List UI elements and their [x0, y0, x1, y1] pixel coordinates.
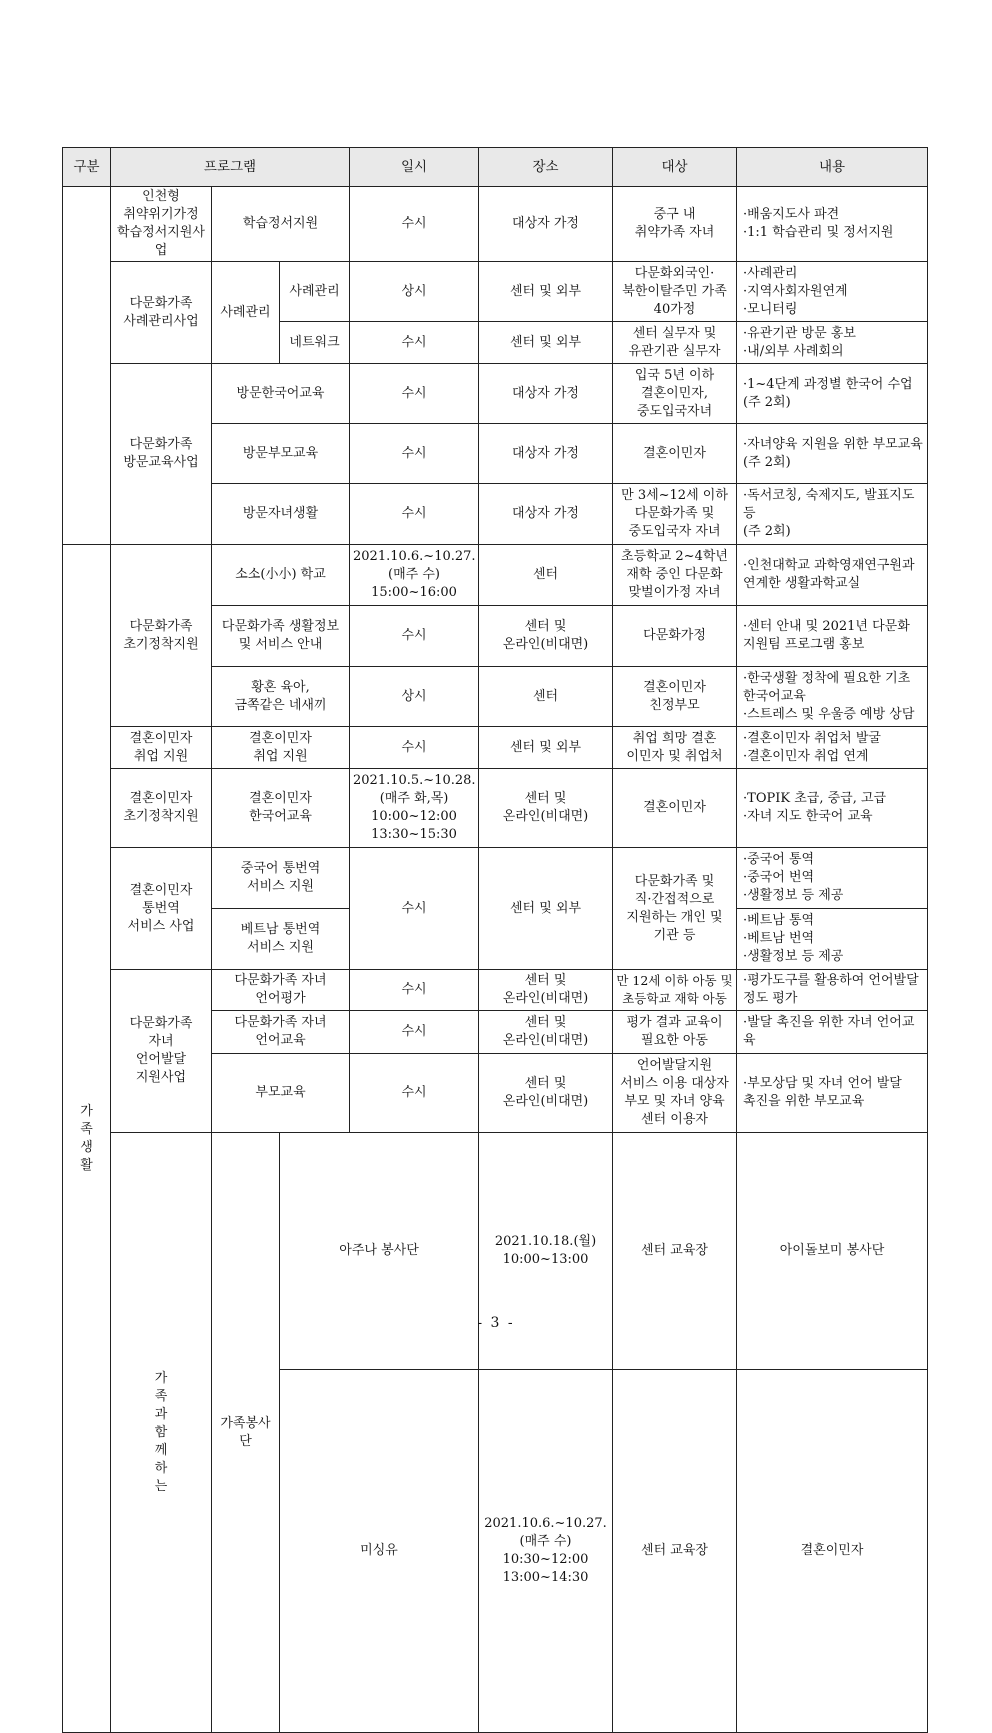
schedule-cell: 상시	[350, 262, 479, 322]
content-cell: ·1~4단계 과정별 한국어 수업 (주 2회)	[737, 364, 928, 424]
place-cell: 센터 교육장	[613, 1370, 737, 1733]
target-cell: 결혼이민자 친정부모	[613, 667, 737, 727]
schedule-cell: 수시	[350, 322, 479, 364]
table-row	[63, 1133, 928, 1370]
program-cell: 결혼이민자 취업 지원	[111, 727, 212, 769]
content-cell: ·인천대학교 과학영재연구원과 연계한 생활과학교실	[737, 545, 928, 606]
place-cell: 대상자 가정	[479, 187, 613, 262]
header-target: 대상	[613, 148, 737, 187]
schedule-cell: 수시	[350, 424, 479, 484]
table-row	[63, 848, 928, 909]
schedule-cell: 수시	[350, 187, 479, 262]
subprogram-cell: 소소(小小) 학교	[212, 545, 350, 606]
subprogram-cell: 다문화가족 생활정보 및 서비스 안내	[212, 606, 350, 667]
target-cell: 센터 실무자 및 유관기관 실무자	[613, 322, 737, 364]
content-cell: ·독서코칭, 숙제지도, 발표지도 등 (주 2회)	[737, 484, 928, 545]
header-program: 프로그램	[111, 148, 350, 187]
program-cell: 다문화가족 사례관리사업	[111, 262, 212, 364]
schedule-cell: 수시	[350, 727, 479, 769]
content-cell: ·한국생활 정착에 필요한 기초 한국어교육 ·스트레스 및 우울증 예방 상담	[737, 667, 928, 727]
header-place: 장소	[479, 148, 613, 187]
table-row	[63, 187, 928, 262]
subprogram-cell: 사례관리	[212, 262, 280, 364]
target-cell: 결혼이민자	[613, 769, 737, 848]
schedule-cell: 2021.10.6.~10.27. (매주 수) 10:30~12:00 13:00~14:30	[479, 1370, 613, 1733]
subprogram-detail-cell: 사례관리	[280, 262, 350, 322]
program-cell: 다문화가족 자녀 언어발달 지원사업	[111, 970, 212, 1133]
content-cell: ·평가도구를 활용하여 언어발달 정도 평가	[737, 970, 928, 1011]
place-cell: 센터 및 온라인(비대면)	[479, 606, 613, 667]
target-cell: 중구 내 취약가족 자녀	[613, 187, 737, 262]
subprogram-cell: 방문자녀생활	[212, 484, 350, 545]
header-schedule: 일시	[350, 148, 479, 187]
target-cell: 입국 5년 이하 결혼이민자, 중도입국자녀	[613, 364, 737, 424]
place-cell: 센터 및 외부	[479, 322, 613, 364]
content-cell: ·TOPIK 초급, 중급, 고급 ·자녀 지도 한국어 교육	[737, 769, 928, 848]
target-cell: 초등학교 2~4학년 재학 중인 다문화 맞벌이가정 자녀	[613, 545, 737, 606]
place-cell: 센터 및 외부	[479, 727, 613, 769]
table-row	[63, 364, 928, 424]
content-cell: ·배움지도사 파견 ·1:1 학습관리 및 정서지원	[737, 187, 928, 262]
content-cell: ·자녀양육 지원을 위한 부모교육 (주 2회)	[737, 424, 928, 484]
program-cell: 인천형 취약위기가정 학습정서지원사업	[111, 187, 212, 262]
schedule-cell: 상시	[350, 667, 479, 727]
place-cell: 센터 및 외부	[479, 848, 613, 970]
category-cell	[63, 187, 111, 545]
content-cell: ·결혼이민자 취업처 발굴 ·결혼이민자 취업 연계	[737, 727, 928, 769]
content-cell: ·발달 촉진을 위한 자녀 언어교육	[737, 1011, 928, 1054]
table-row	[63, 769, 928, 848]
header-category: 구분	[63, 148, 111, 187]
program-cell: 다문화가족 초기정착지원	[111, 545, 212, 727]
subprogram-detail-cell: 네트워크	[280, 322, 350, 364]
subprogram-cell: 베트남 통번역 서비스 지원	[212, 909, 350, 970]
schedule-cell: 수시	[350, 484, 479, 545]
subprogram-cell: 다문화가족 자녀 언어교육	[212, 1011, 350, 1054]
content-cell: ·부모상담 및 자녀 언어 발달 촉진을 위한 부모교육	[737, 1054, 928, 1133]
content-cell: ·사례관리 ·지역사회자원연계 ·모니터링	[737, 262, 928, 322]
schedule-cell: 수시	[350, 1011, 479, 1054]
target-cell: 만 12세 이하 아동 및 초등학교 재학 아동	[613, 970, 737, 1011]
schedule-cell: 수시	[350, 606, 479, 667]
place-cell: 대상자 가정	[479, 364, 613, 424]
program-cell: 다문화가족 방문교육사업	[111, 364, 212, 545]
table-header-row	[63, 148, 928, 187]
program-table	[62, 147, 928, 1733]
place-cell: 센터	[479, 545, 613, 606]
target-cell: 다문화외국인· 북한이탈주민 가족 40가정	[613, 262, 737, 322]
subprogram-cell: 미싱유	[280, 1370, 479, 1733]
schedule-cell: 수시	[350, 848, 479, 970]
subprogram-cell: 결혼이민자 한국어교육	[212, 769, 350, 848]
place-cell: 센터 및 외부	[479, 262, 613, 322]
schedule-cell: 수시	[350, 1054, 479, 1133]
content-cell: ·유관기관 방문 홍보 ·내/외부 사례회의	[737, 322, 928, 364]
subprogram-cell: 중국어 통번역 서비스 지원	[212, 848, 350, 909]
target-cell: 결혼이민자	[737, 1370, 928, 1733]
target-cell: 취업 희망 결혼 이민자 및 취업처	[613, 727, 737, 769]
target-cell: 언어발달지원 서비스 이용 대상자 부모 및 자녀 양육 센터 이용자	[613, 1054, 737, 1133]
page-number: - 3 -	[477, 1315, 515, 1331]
subprogram-cell: 다문화가족 자녀 언어평가	[212, 970, 350, 1011]
place-cell: 센터 및 온라인(비대면)	[479, 1011, 613, 1054]
subprogram-cell: 부모교육	[212, 1054, 350, 1133]
subprogram-cell: 방문부모교육	[212, 424, 350, 484]
schedule-cell: 2021.10.18.(월) 10:00~13:00	[479, 1133, 613, 1370]
place-cell: 센터 교육장	[613, 1133, 737, 1370]
subprogram-cell: 결혼이민자 취업 지원	[212, 727, 350, 769]
target-cell: 아이돌보미 봉사단	[737, 1133, 928, 1370]
subprogram-cell: 황혼 육아, 금쪽같은 네새끼	[212, 667, 350, 727]
table-row	[63, 545, 928, 606]
place-cell: 센터 및 온라인(비대면)	[479, 970, 613, 1011]
header-content: 내용	[737, 148, 928, 187]
schedule-cell: 2021.10.5.~10.28. (매주 화,목) 10:00~12:00 13:30~15:30	[350, 769, 479, 848]
content-cell: ·중국어 통역 ·중국어 번역 ·생활정보 등 제공	[737, 848, 928, 909]
content-cell: ·베트남 통역 ·베트남 번역 ·생활정보 등 제공	[737, 909, 928, 970]
schedule-cell: 수시	[350, 364, 479, 424]
place-cell: 센터	[479, 667, 613, 727]
place-cell: 센터 및 온라인(비대면)	[479, 1054, 613, 1133]
subprogram-cell: 아주나 봉사단	[280, 1133, 479, 1370]
table-row	[63, 262, 928, 322]
schedule-cell: 2021.10.6.~10.27. (매주 수) 15:00~16:00	[350, 545, 479, 606]
subprogram-cell: 방문한국어교육	[212, 364, 350, 424]
target-cell: 다문화가족 및 직·간접적으로 지원하는 개인 및 기관 등	[613, 848, 737, 970]
target-cell: 만 3세~12세 이하 다문화가족 및 중도입국자 자녀	[613, 484, 737, 545]
target-cell: 다문화가정	[613, 606, 737, 667]
program-cell: 가족봉사단	[212, 1133, 280, 1733]
program-cell: 결혼이민자 통번역 서비스 사업	[111, 848, 212, 970]
schedule-cell: 수시	[350, 970, 479, 1011]
program-cell: 결혼이민자 초기정착지원	[111, 769, 212, 848]
target-cell: 결혼이민자	[613, 424, 737, 484]
category-cell: 가 족 과 함 께 하 는	[111, 1133, 212, 1733]
table-row	[63, 727, 928, 769]
place-cell: 대상자 가정	[479, 424, 613, 484]
place-cell: 센터 및 온라인(비대면)	[479, 769, 613, 848]
category-cell: 가 족 생 활	[63, 545, 111, 1733]
subprogram-cell: 학습정서지원	[212, 187, 350, 262]
place-cell: 대상자 가정	[479, 484, 613, 545]
content-cell: ·센터 안내 및 2021년 다문화 지원팀 프로그램 홍보	[737, 606, 928, 667]
target-cell: 평가 결과 교육이 필요한 아동	[613, 1011, 737, 1054]
table-row	[63, 970, 928, 1011]
